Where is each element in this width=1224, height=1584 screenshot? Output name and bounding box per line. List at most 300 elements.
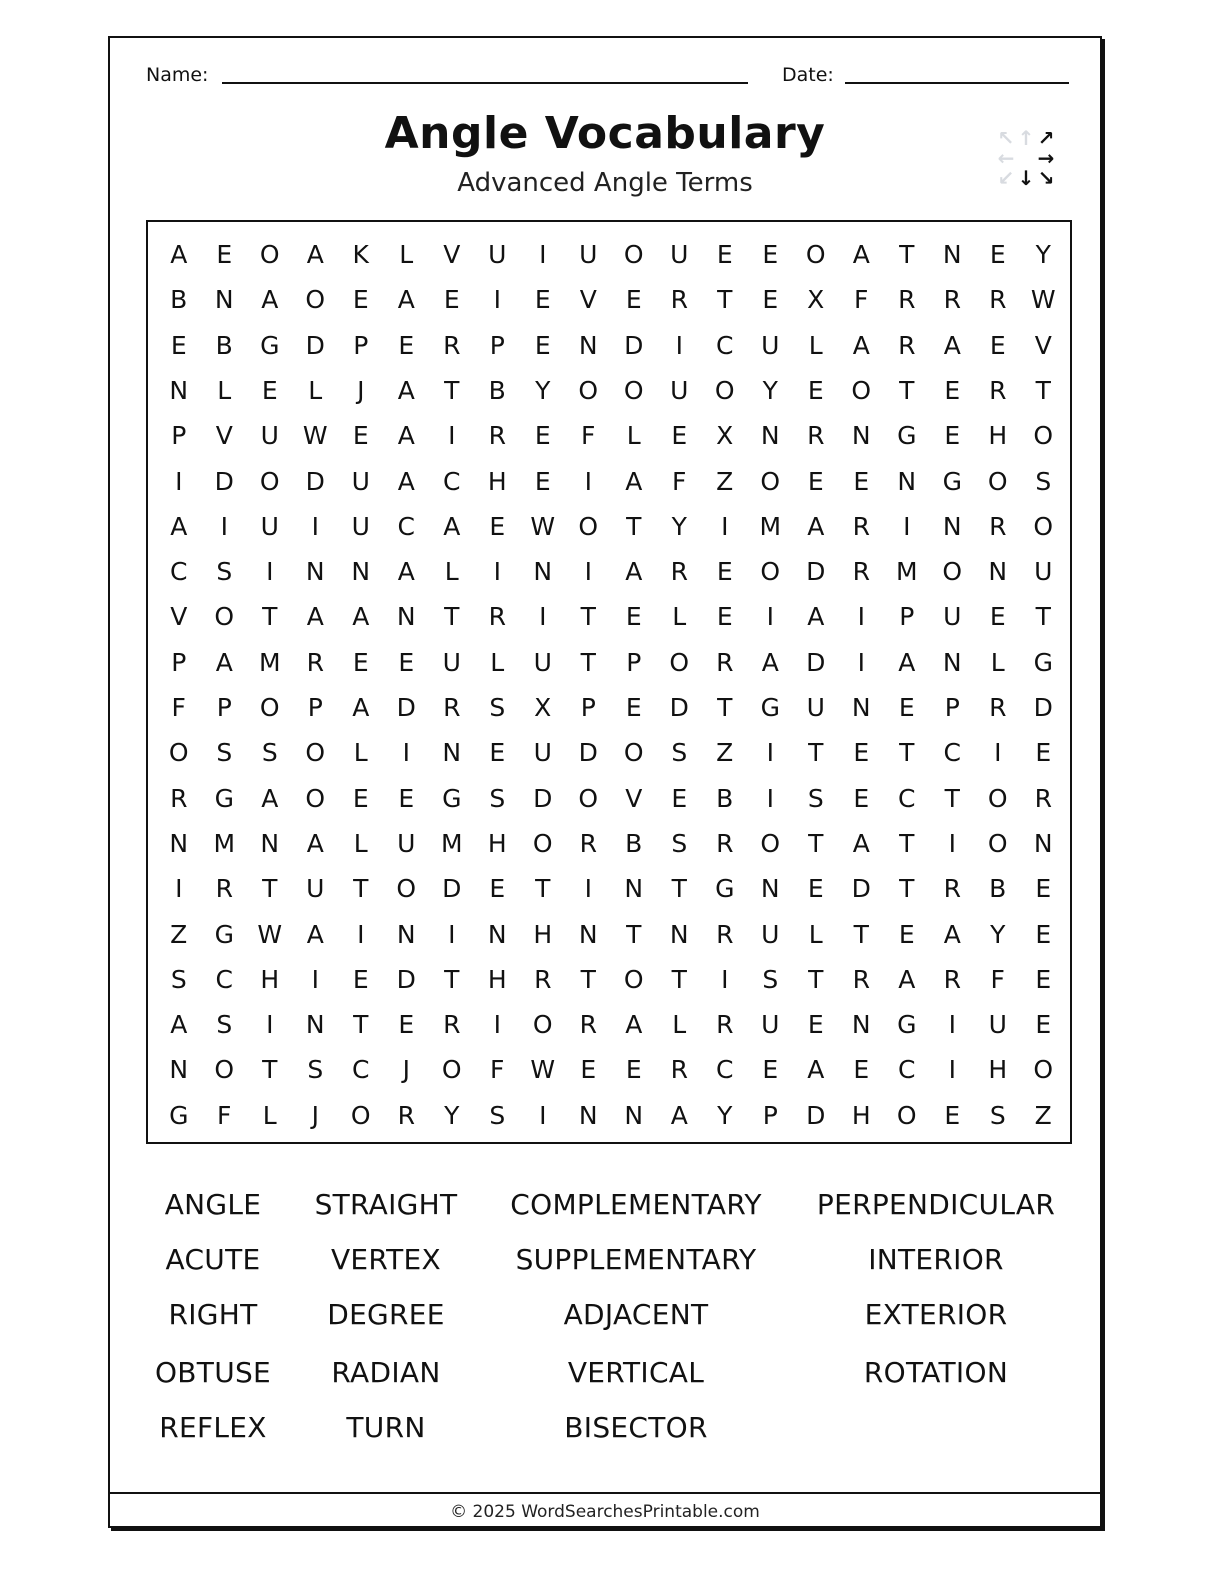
grid-letter[interactable]: I — [493, 285, 501, 315]
grid-letter[interactable]: I — [311, 964, 319, 994]
grid-letter[interactable]: T — [580, 602, 596, 632]
grid-letter[interactable]: E — [216, 240, 233, 269]
grid-letter[interactable]: E — [352, 783, 369, 813]
grid-letter[interactable]: P — [489, 330, 505, 360]
grid-letter[interactable]: Z — [170, 919, 188, 949]
grid-letter[interactable]: R — [989, 693, 1007, 722]
grid-letter[interactable]: O — [623, 375, 644, 405]
grid-letter[interactable]: E — [489, 511, 506, 541]
grid-letter[interactable]: T — [262, 874, 278, 904]
grid-letter[interactable]: L — [262, 1100, 277, 1130]
grid-letter[interactable]: E — [853, 1055, 870, 1085]
grid-letter[interactable]: T — [899, 828, 915, 858]
grid-letter[interactable]: N — [169, 828, 189, 858]
grid-letter[interactable]: E — [944, 375, 961, 405]
grid-letter[interactable]: O — [578, 375, 599, 405]
grid-letter[interactable]: R — [1034, 783, 1052, 813]
grid-letter[interactable]: D — [305, 466, 325, 496]
grid-letter[interactable]: E — [807, 375, 824, 405]
grid-letter[interactable]: E — [580, 1055, 597, 1085]
grid-letter[interactable]: N — [760, 421, 780, 451]
grid-letter[interactable]: R — [716, 647, 734, 677]
grid-letter[interactable]: B — [488, 375, 506, 405]
grid-letter[interactable]: M — [895, 557, 918, 587]
grid-letter[interactable]: V — [579, 285, 597, 315]
grid-letter[interactable]: A — [625, 1010, 643, 1040]
grid-letter[interactable]: A — [261, 783, 279, 813]
grid-letter[interactable]: A — [852, 828, 870, 858]
grid-letter[interactable]: W — [530, 511, 556, 541]
grid-letter[interactable]: I — [994, 738, 1002, 768]
grid-letter[interactable]: A — [761, 647, 779, 677]
grid-letter[interactable]: C — [215, 964, 233, 994]
grid-letter[interactable]: O — [1033, 511, 1054, 541]
grid-letter[interactable]: H — [487, 828, 507, 858]
grid-letter[interactable]: S — [671, 738, 688, 768]
grid-letter[interactable]: T — [262, 602, 278, 632]
grid-letter[interactable]: P — [762, 1100, 778, 1130]
grid-letter[interactable]: Z — [716, 466, 734, 496]
grid-letter[interactable]: E — [807, 874, 824, 904]
grid-letter[interactable]: E — [534, 285, 551, 315]
grid-letter[interactable]: R — [898, 330, 916, 360]
grid-letter[interactable]: B — [716, 783, 734, 813]
grid-letter[interactable]: I — [766, 602, 774, 632]
grid-letter[interactable]: R — [989, 511, 1007, 541]
grid-letter[interactable]: E — [398, 1010, 415, 1040]
grid-letter[interactable]: T — [1035, 602, 1051, 632]
grid-letter[interactable]: A — [943, 330, 961, 360]
grid-letter[interactable]: T — [808, 828, 824, 858]
grid-letter[interactable]: I — [493, 1010, 501, 1040]
grid-letter[interactable]: I — [857, 647, 865, 677]
grid-letter[interactable]: S — [307, 1055, 324, 1085]
grid-letter[interactable]: T — [580, 647, 596, 677]
grid-letter[interactable]: A — [306, 602, 324, 632]
grid-letter[interactable]: E — [625, 693, 642, 722]
grid-letter[interactable]: O — [396, 874, 417, 904]
grid-letter[interactable]: R — [443, 330, 461, 360]
grid-letter[interactable]: Y — [990, 919, 1006, 949]
grid-letter[interactable]: A — [306, 919, 324, 949]
grid-letter[interactable]: H — [260, 964, 280, 994]
grid-letter[interactable]: U — [579, 240, 598, 269]
grid-letter[interactable]: T — [808, 964, 824, 994]
grid-letter[interactable]: O — [987, 783, 1008, 813]
grid-letter[interactable]: E — [853, 783, 870, 813]
grid-letter[interactable]: U — [806, 693, 825, 722]
grid-letter[interactable]: T — [444, 375, 460, 405]
grid-letter[interactable]: M — [440, 828, 463, 858]
grid-letter[interactable]: L — [672, 602, 687, 632]
grid-letter[interactable]: I — [948, 1010, 956, 1040]
grid-letter[interactable]: O — [669, 647, 690, 677]
grid-letter[interactable]: A — [215, 647, 233, 677]
grid-letter[interactable]: U — [488, 240, 507, 269]
grid-letter[interactable]: C — [716, 1055, 734, 1085]
grid-letter[interactable]: R — [943, 874, 961, 904]
grid-letter[interactable]: F — [581, 421, 596, 451]
grid-letter[interactable]: E — [853, 738, 870, 768]
grid-letter[interactable]: G — [760, 693, 780, 722]
grid-letter[interactable]: O — [578, 783, 599, 813]
grid-letter[interactable]: V — [170, 602, 188, 632]
grid-letter[interactable]: S — [489, 783, 506, 813]
grid-letter[interactable]: A — [352, 602, 370, 632]
grid-letter[interactable]: O — [305, 738, 326, 768]
grid-letter[interactable]: V — [625, 783, 643, 813]
grid-letter[interactable]: B — [989, 874, 1007, 904]
grid-letter[interactable]: L — [672, 1010, 687, 1040]
grid-letter[interactable]: T — [899, 738, 915, 768]
grid-letter[interactable]: A — [306, 240, 324, 269]
grid-letter[interactable]: I — [402, 738, 410, 768]
grid-letter[interactable]: O — [259, 240, 280, 269]
grid-letter[interactable]: E — [671, 783, 688, 813]
grid-letter[interactable]: R — [852, 511, 870, 541]
grid-letter[interactable]: N — [851, 421, 871, 451]
grid-letter[interactable]: A — [807, 602, 825, 632]
grid-letter[interactable]: E — [534, 421, 551, 451]
grid-letter[interactable]: R — [215, 874, 233, 904]
grid-letter[interactable]: L — [353, 738, 368, 768]
grid-letter[interactable]: A — [306, 828, 324, 858]
grid-letter[interactable]: N — [897, 466, 917, 496]
grid-letter[interactable]: E — [716, 602, 733, 632]
grid-letter[interactable]: R — [670, 285, 688, 315]
grid-letter[interactable]: N — [578, 330, 598, 360]
grid-letter[interactable]: I — [175, 874, 183, 904]
grid-letter[interactable]: O — [760, 466, 781, 496]
grid-letter[interactable]: T — [262, 1055, 278, 1085]
grid-letter[interactable]: T — [444, 602, 460, 632]
grid-letter[interactable]: E — [398, 647, 415, 677]
grid-letter[interactable]: U — [397, 828, 416, 858]
grid-letter[interactable]: D — [1033, 693, 1053, 722]
grid-letter[interactable]: I — [721, 511, 729, 541]
grid-letter[interactable]: N — [396, 602, 416, 632]
grid-letter[interactable]: E — [352, 285, 369, 315]
grid-letter[interactable]: N — [533, 557, 553, 587]
grid-letter[interactable]: T — [353, 874, 369, 904]
grid-letter[interactable]: O — [987, 466, 1008, 496]
grid-letter[interactable]: U — [670, 240, 689, 269]
grid-letter[interactable]: I — [766, 783, 774, 813]
grid-letter[interactable]: T — [535, 874, 551, 904]
grid-letter[interactable]: R — [443, 693, 461, 722]
grid-letter[interactable]: D — [396, 693, 416, 722]
grid-letter[interactable]: R — [989, 375, 1007, 405]
grid-letter[interactable]: R — [807, 421, 825, 451]
grid-letter[interactable]: R — [488, 602, 506, 632]
grid-letter[interactable]: I — [539, 602, 547, 632]
name-field[interactable] — [222, 82, 748, 84]
grid-letter[interactable]: T — [1035, 375, 1051, 405]
grid-letter[interactable]: I — [584, 557, 592, 587]
grid-letter[interactable]: Y — [717, 1100, 733, 1130]
grid-letter[interactable]: I — [311, 511, 319, 541]
grid-letter[interactable]: F — [990, 964, 1005, 994]
grid-letter[interactable]: P — [216, 693, 232, 722]
grid-letter[interactable]: U — [442, 647, 461, 677]
grid-letter[interactable]: O — [1033, 1055, 1054, 1085]
grid-letter[interactable]: X — [807, 285, 825, 315]
grid-letter[interactable]: G — [897, 421, 917, 451]
grid-letter[interactable]: Z — [1034, 1100, 1052, 1130]
grid-letter[interactable]: O — [259, 466, 280, 496]
grid-letter[interactable]: U — [761, 1010, 780, 1040]
grid-letter[interactable]: E — [989, 330, 1006, 360]
grid-letter[interactable]: C — [943, 738, 961, 768]
grid-letter[interactable]: O — [305, 285, 326, 315]
grid-letter[interactable]: S — [1035, 466, 1052, 496]
grid-letter[interactable]: W — [257, 919, 283, 949]
grid-letter[interactable]: R — [716, 919, 734, 949]
grid-letter[interactable]: E — [898, 693, 915, 722]
grid-letter[interactable]: I — [948, 1055, 956, 1085]
grid-letter[interactable]: T — [671, 964, 687, 994]
grid-letter[interactable]: O — [623, 738, 644, 768]
grid-letter[interactable]: I — [948, 828, 956, 858]
grid-letter[interactable]: E — [443, 285, 460, 315]
grid-letter[interactable]: A — [898, 647, 916, 677]
grid-letter[interactable]: J — [402, 1055, 410, 1085]
grid-letter[interactable]: A — [397, 375, 415, 405]
grid-letter[interactable]: N — [169, 375, 189, 405]
grid-letter[interactable]: S — [489, 693, 506, 722]
grid-letter[interactable]: V — [215, 421, 233, 451]
grid-letter[interactable]: A — [852, 330, 870, 360]
grid-letter[interactable]: A — [625, 557, 643, 587]
grid-letter[interactable]: A — [443, 511, 461, 541]
grid-letter[interactable]: V — [1034, 330, 1052, 360]
grid-letter[interactable]: R — [579, 1010, 597, 1040]
grid-letter[interactable]: N — [760, 874, 780, 904]
grid-letter[interactable]: L — [444, 557, 459, 587]
grid-letter[interactable]: O — [1033, 421, 1054, 451]
grid-letter[interactable]: I — [857, 602, 865, 632]
grid-letter[interactable]: D — [624, 330, 644, 360]
grid-letter[interactable]: Y — [1035, 240, 1051, 269]
grid-letter[interactable]: F — [854, 285, 869, 315]
grid-letter[interactable]: D — [851, 874, 871, 904]
grid-letter[interactable]: H — [988, 421, 1008, 451]
grid-letter[interactable]: Y — [671, 511, 687, 541]
grid-letter[interactable]: E — [671, 421, 688, 451]
grid-letter[interactable]: M — [213, 828, 236, 858]
grid-letter[interactable]: R — [716, 828, 734, 858]
grid-letter[interactable]: A — [852, 240, 870, 269]
grid-letter[interactable]: T — [717, 285, 733, 315]
grid-letter[interactable]: N — [578, 1100, 598, 1130]
grid-letter[interactable]: H — [988, 1055, 1008, 1085]
grid-letter[interactable]: E — [352, 421, 369, 451]
grid-letter[interactable]: N — [214, 285, 234, 315]
grid-letter[interactable]: L — [808, 330, 823, 360]
grid-letter[interactable]: R — [943, 964, 961, 994]
grid-letter[interactable]: N — [624, 1100, 644, 1130]
grid-letter[interactable]: T — [899, 375, 915, 405]
grid-letter[interactable]: R — [943, 285, 961, 315]
grid-letter[interactable]: T — [444, 964, 460, 994]
grid-letter[interactable]: C — [397, 511, 415, 541]
grid-letter[interactable]: U — [943, 602, 962, 632]
grid-letter[interactable]: L — [217, 375, 232, 405]
grid-letter[interactable]: O — [532, 1010, 553, 1040]
grid-letter[interactable]: E — [807, 1010, 824, 1040]
grid-letter[interactable]: O — [760, 557, 781, 587]
grid-letter[interactable]: S — [807, 783, 824, 813]
grid-letter[interactable]: O — [760, 828, 781, 858]
grid-letter[interactable]: U — [260, 511, 279, 541]
grid-letter[interactable]: N — [578, 919, 598, 949]
grid-letter[interactable]: X — [534, 693, 552, 722]
grid-letter[interactable]: I — [539, 240, 547, 269]
grid-letter[interactable]: O — [623, 964, 644, 994]
grid-letter[interactable]: H — [533, 919, 553, 949]
grid-letter[interactable]: A — [397, 466, 415, 496]
grid-letter[interactable]: N — [351, 557, 371, 587]
grid-letter[interactable]: W — [530, 1055, 556, 1085]
grid-letter[interactable]: A — [397, 285, 415, 315]
grid-letter[interactable]: E — [625, 1055, 642, 1085]
grid-letter[interactable]: E — [352, 647, 369, 677]
grid-letter[interactable]: E — [489, 738, 506, 768]
grid-letter[interactable]: I — [675, 330, 683, 360]
grid-letter[interactable]: E — [489, 874, 506, 904]
grid-letter[interactable]: I — [266, 1010, 274, 1040]
grid-letter[interactable]: D — [806, 557, 826, 587]
grid-letter[interactable]: O — [441, 1055, 462, 1085]
grid-letter[interactable]: E — [1035, 1010, 1052, 1040]
grid-letter[interactable]: I — [539, 1100, 547, 1130]
grid-letter[interactable]: E — [170, 330, 187, 360]
grid-letter[interactable]: G — [942, 466, 962, 496]
grid-letter[interactable]: T — [853, 919, 869, 949]
grid-letter[interactable]: C — [352, 1055, 370, 1085]
grid-letter[interactable]: R — [852, 557, 870, 587]
grid-letter[interactable]: A — [170, 240, 188, 269]
grid-letter[interactable]: E — [398, 330, 415, 360]
grid-letter[interactable]: Y — [535, 375, 551, 405]
grid-letter[interactable]: B — [170, 285, 188, 315]
grid-letter[interactable]: U — [260, 421, 279, 451]
grid-letter[interactable]: I — [220, 511, 228, 541]
grid-letter[interactable]: D — [214, 466, 234, 496]
grid-letter[interactable]: T — [808, 738, 824, 768]
grid-letter[interactable]: D — [669, 693, 689, 722]
grid-letter[interactable]: S — [170, 964, 187, 994]
grid-letter[interactable]: A — [170, 511, 188, 541]
grid-letter[interactable]: A — [397, 421, 415, 451]
grid-letter[interactable]: D — [806, 1100, 826, 1130]
grid-letter[interactable]: A — [943, 919, 961, 949]
grid-letter[interactable]: E — [1035, 738, 1052, 768]
grid-letter[interactable]: S — [261, 738, 278, 768]
grid-letter[interactable]: T — [353, 1010, 369, 1040]
grid-letter[interactable]: P — [899, 602, 915, 632]
grid-letter[interactable]: D — [305, 330, 325, 360]
grid-letter[interactable]: S — [671, 828, 688, 858]
grid-letter[interactable]: E — [944, 1100, 961, 1130]
grid-letter[interactable]: P — [171, 647, 187, 677]
grid-letter[interactable]: G — [897, 1010, 917, 1040]
grid-letter[interactable]: C — [898, 783, 916, 813]
grid-letter[interactable]: E — [762, 285, 779, 315]
grid-letter[interactable]: T — [899, 240, 915, 269]
grid-letter[interactable]: E — [625, 285, 642, 315]
grid-letter[interactable]: E — [534, 330, 551, 360]
grid-letter[interactable]: O — [305, 783, 326, 813]
grid-letter[interactable]: W — [1030, 285, 1056, 315]
grid-letter[interactable]: D — [806, 647, 826, 677]
grid-letter[interactable]: S — [989, 1100, 1006, 1130]
grid-letter[interactable]: O — [987, 828, 1008, 858]
grid-letter[interactable]: R — [898, 285, 916, 315]
grid-letter[interactable]: S — [762, 964, 779, 994]
grid-letter[interactable]: G — [1033, 647, 1053, 677]
grid-letter[interactable]: G — [169, 1100, 189, 1130]
grid-letter[interactable]: E — [398, 783, 415, 813]
grid-letter[interactable]: E — [762, 1055, 779, 1085]
grid-letter[interactable]: E — [853, 466, 870, 496]
grid-letter[interactable]: N — [169, 1055, 189, 1085]
grid-letter[interactable]: I — [448, 421, 456, 451]
grid-letter[interactable]: O — [168, 738, 189, 768]
grid-letter[interactable]: U — [761, 919, 780, 949]
grid-letter[interactable]: N — [942, 511, 962, 541]
grid-letter[interactable]: A — [397, 557, 415, 587]
grid-letter[interactable]: R — [397, 1100, 415, 1130]
grid-letter[interactable]: L — [353, 828, 368, 858]
grid-letter[interactable]: E — [762, 240, 779, 269]
grid-letter[interactable]: E — [944, 421, 961, 451]
grid-letter[interactable]: L — [308, 375, 323, 405]
grid-letter[interactable]: K — [352, 240, 369, 269]
grid-letter[interactable]: F — [672, 466, 687, 496]
grid-letter[interactable]: R — [989, 285, 1007, 315]
grid-letter[interactable]: N — [851, 693, 871, 722]
grid-letter[interactable]: E — [534, 466, 551, 496]
grid-letter[interactable]: T — [717, 693, 733, 722]
grid-letter[interactable]: E — [1035, 964, 1052, 994]
grid-letter[interactable]: N — [624, 874, 644, 904]
grid-letter[interactable]: U — [533, 738, 552, 768]
grid-letter[interactable]: R — [443, 1010, 461, 1040]
grid-letter[interactable]: T — [580, 964, 596, 994]
grid-letter[interactable]: M — [258, 647, 281, 677]
grid-letter[interactable]: J — [311, 1100, 319, 1130]
grid-letter[interactable]: I — [584, 466, 592, 496]
grid-letter[interactable]: G — [260, 330, 280, 360]
grid-letter[interactable]: F — [217, 1100, 232, 1130]
grid-letter[interactable]: Z — [716, 738, 734, 768]
grid-letter[interactable]: E — [261, 375, 278, 405]
grid-letter[interactable]: O — [214, 602, 235, 632]
grid-letter[interactable]: T — [626, 919, 642, 949]
grid-letter[interactable]: A — [261, 285, 279, 315]
grid-letter[interactable]: C — [443, 466, 461, 496]
grid-letter[interactable]: R — [579, 828, 597, 858]
grid-letter[interactable]: U — [306, 874, 325, 904]
grid-letter[interactable]: W — [302, 421, 328, 451]
grid-letter[interactable]: E — [716, 240, 733, 269]
grid-letter[interactable]: D — [396, 964, 416, 994]
grid-letter[interactable]: Y — [444, 1100, 460, 1130]
grid-letter[interactable]: L — [808, 919, 823, 949]
grid-letter[interactable]: A — [898, 964, 916, 994]
grid-letter[interactable]: E — [625, 602, 642, 632]
